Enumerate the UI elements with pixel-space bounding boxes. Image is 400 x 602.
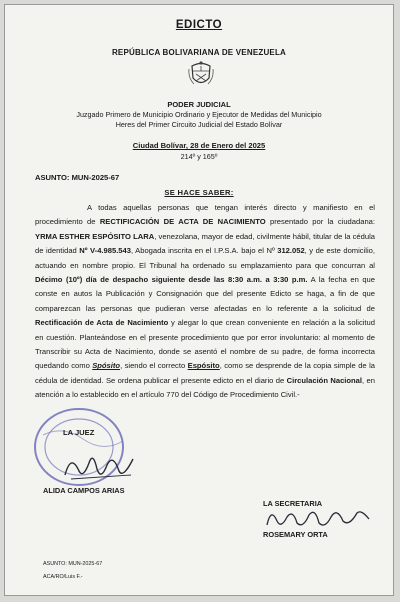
coat-of-arms-icon xyxy=(188,60,214,88)
independence-years: 214º y 165º xyxy=(180,152,218,161)
republic-heading: REPÚBLICA BOLIVARIANA DE VENEZUELA xyxy=(111,48,287,57)
judicial-branch: PODER JUDICIAL xyxy=(167,100,231,109)
court-name-line1: Juzgado Primero de Municipio Ordinario y Ejecutor de Medidas del Municipio xyxy=(76,110,322,119)
secretary-signature-icon xyxy=(263,505,373,531)
document-title: EDICTO xyxy=(175,19,223,31)
document-date: Ciudad Bolívar, 28 de Enero del 2025 xyxy=(132,141,266,150)
judge-title: LA JUEZ xyxy=(63,428,95,437)
judge-signature-icon xyxy=(61,445,141,485)
footer-subject: ASUNTO: MUN-2025-67 xyxy=(43,561,103,567)
notice-heading: SE HACE SABER: xyxy=(164,188,234,197)
judge-name: ALIDA CAMPOS ARIAS xyxy=(43,486,125,495)
edict-document xyxy=(4,4,394,596)
body-paragraph: A todas aquellas personas que tengan interés directo y manifiesto en el procedimiento de RECTIFICACIÓN DE ACTA DE NACIMIENTO presentado por la ciudadana: YRMA ESTHER ESPÓSITO LARA, venezolana, mayor de edad, civilmente hábil, titular de la cédula de identidad Nº V-4.985.543, Abogada inscrita en el I.P.S.A. bajo el Nº 312.052, y de este domicilio, actuando en nombre propio. El Tribunal ha ordenado su emplazamiento para que concurran al Décimo (10º) día de despacho siguiente desde las 8:30 a.m. a 3:30 p.m. A la fecha en que conste en autos la Publicación y Consignación que del presente Edicto se haga, a fin de que comparezcan las personas que pudieran verse afectadas en lo referente a la solicitud de Rectificación de Acta de Nacimiento y alegar lo que crean conveniente en relación a la solicitud en cuestión. Planteándose en el presente procedimiento que por error involuntario: al momento de Transcribir su Acta de Nacimiento, donde se asentó el nombre de su padre, de forma incorrecta quedando como Spósito, siendo el correcto Espósito, como se desprende de la copia simple de la cédula de identidad. Se ordena publicar el presente edicto en el diario de Circulación Nacional, en atención a lo establecido en el artículo 770 del Código de Procedimiento Civil.- xyxy=(35,203,376,400)
case-subject: ASUNTO: MUN-2025-67 xyxy=(35,173,120,182)
edict-body xyxy=(35,201,375,403)
secretary-title: LA SECRETARIA xyxy=(263,499,323,508)
secretary-name: ROSEMARY ORTA xyxy=(263,530,328,539)
court-name-line2: Heres del Primer Circuito Judicial del Estado Bolívar xyxy=(115,120,283,129)
footer-initials: ACA/RO/Luis F.- xyxy=(43,574,83,580)
